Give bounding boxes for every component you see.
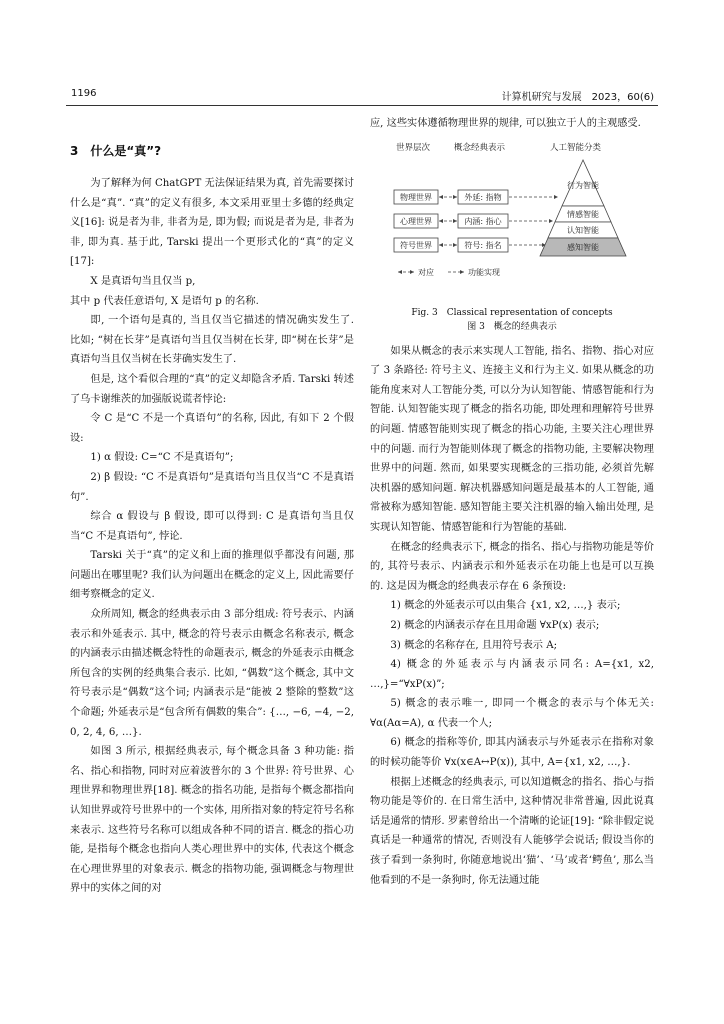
legend-function: 功能实现	[468, 267, 500, 277]
figure-caption-en: Fig. 3 Classical representation of concepts	[411, 307, 613, 318]
header-representation: 概念经典表示	[454, 142, 506, 153]
paragraph: Tarski 关于“真”的定义和上面的推理似乎都没有问题, 那问题出在哪里呢? 我们认为问题出在概念的定义上, 因此需要仔细考察概念的定义.	[70, 550, 354, 601]
list-item: 1) 概念的外延表示可以由集合 {x1, x2, …,} 表示;	[390, 600, 621, 612]
list-item: 5) 概念的表示唯一, 即同一个概念的表示与个体无关: ∀α(Aα=A), α 代表一个人;	[370, 698, 654, 729]
list-item: 1) α 假设: C=“C 不是真语句”;	[90, 452, 234, 464]
header-rule	[66, 105, 658, 106]
page-number: 1196	[71, 88, 97, 99]
header-world-level: 世界层次	[396, 142, 431, 153]
paragraph: 为了解释为何 ChatGPT 无法保证结果为真, 首先需要探讨什么是“真”. “真”的定义有很多, 本文采用亚里士多德的经典定义[16]: 说是者为非, 非者为是, 即为假; 而说是者为是, 非者为非, 即为真. 基于此, Tarski 提出一个更形式化的“真”的定义[17]:	[70, 178, 354, 268]
paragraph: 如图 3 所示, 根据经典表示, 每个概念具备 3 种功能: 指名、指心和指物, 同时对应着波普尔的 3 个世界: 符号世界、心理世界和物理世界[18]. 概念的指名功能, 是指每个概念都指向认知世界或符号世界中的一个实体, 用所指对象的特定符号名称来表示. 这些符号名称可以组成各种不同的语言. 概念的指心功能, 是指每个概念也指向人类心理世界中的实体, 代表这个概念在心理世界里的对象表示. 概念的指物功能, 强调概念与物理世界中的实体之间的对	[70, 746, 354, 895]
paragraph: 如果从概念的表示来实现人工智能, 指名、指物、指心对应了 3 条路径: 符号主义、连接主义和行为主义. 如果从概念的功能角度来对人工智能分类, 可以分为认知智能、情感智能和行为智能. 认知智能实现了概念的指名功能, 即处理和理解符号世界的问题. 情感智能则实现了概念的指心功能, 主要关注心理世界中的问题. 而行为智能则体现了概念的指物功能, 主要解决物理世界中的问题. 然而, 如果要实现概念的三指功能, 必须首先解决机器的感知问题. 解决机器感知问题是最基本的人工智能, 通常被称为感知智能. 感知智能主要关注机器的输入输出处理, 是实现认知智能、情感智能和行为智能的基础.	[370, 345, 654, 533]
list-item: 3) 概念的名称存在, 且用符号表示 A;	[390, 639, 558, 651]
left-column	[70, 138, 354, 899]
paragraph: 令 C 是“C 不是一个真语句”的名称, 因此, 有如下 2 个假设:	[70, 413, 354, 444]
world-mental: 心理世界	[400, 216, 432, 226]
paragraph: 众所周知, 概念的经典表示由 3 部分组成: 符号表示、内涵表示和外延表示. 其中, 概念的符号表示由概念名称表示, 概念的内涵表示由描述概念特性的命题表示, 概念的外延表示由概念所包含的实例的经典集合表示. 比如, “偶数”这个概念, 其中文符号表示是“偶数”这个词; 内涵表示是“能被 2 整除的整数”这个命题; 外延表示是“包含所有偶数的集合”: {…, −6, −4, −2, 0, 2, 4, 6, …}.	[70, 609, 354, 738]
paragraph: 根据上述概念的经典表示, 可以知道概念的指名、指心与指物功能是等价的. 在日常生活中, 这种情况非常普遍, 因此说真话是通常的情形. 罗素曾给出一个清晰的论证[19]: “除非假定说真话是一种通常的情况, 否则没有人能够学会说话; 假设当你的孩子看到一条狗时, 你随意地说出‘猫’、‘马’或者‘鳄鱼’, 那么当他看到的不是一条狗时, 你无法通过能	[370, 776, 654, 886]
paragraph: 在概念的经典表示下, 概念的指名、指心与指物功能是等价的, 其符号表示、内涵表示和外延表示在功能上也是可以互换的. 这是因为概念的经典表示存在 6 条预设:	[370, 541, 654, 592]
paragraph: 综合 α 假设与 β 假设, 即可以得到: C 是真语句当且仅当“C 不是真语句”, 悖论.	[70, 511, 354, 542]
pyramid-emotion-intelligence: 情感智能	[567, 209, 599, 219]
paragraph: 即, 一个语句是真的, 当且仅当它描述的情况确实发生了. 比如; “树在长芽”是真语句当且仅当树在长芽, 即“树在长芽”是真语句当且仅当树在长芽确实发生了.	[70, 315, 354, 366]
list-item: 2) 概念的内涵表示存在且用命题 ∀xP(x) 表示;	[390, 619, 600, 631]
right-column	[370, 114, 654, 890]
list-item: 4) 概念的外延表示与内涵表示同名: A={x1, x2, …,}=“∀xP(x)”;	[370, 659, 654, 690]
list-item: 6) 概念的指称等价, 即其内涵表示与外延表示在指称对象的时候功能等价 ∀x(x∈A↔P(x)), 其中, A={x1, x2, …,}.	[370, 737, 654, 769]
pyramid-behavior-intelligence: 行为智能	[567, 180, 599, 190]
world-physical: 物理世界	[400, 192, 432, 202]
section-title: 3 什么是“真”?	[70, 144, 162, 158]
rep-extension: 外延: 指物	[464, 192, 502, 202]
rep-intension: 内涵: 指心	[464, 216, 502, 226]
paragraph: 其中 p 代表任意语句, X 是语句 p 的名称.	[70, 295, 259, 307]
figure-3	[370, 138, 654, 300]
pyramid-cognitive-intelligence: 认知智能	[567, 225, 599, 235]
list-item: 2) β 假设: “C 不是真语句”是真语句当且仅当“C 不是真语句”.	[70, 471, 354, 503]
legend-correspond: 对应	[418, 267, 434, 277]
world-symbolic: 符号世界	[400, 240, 432, 250]
figure-caption-zh: 图 3 概念的经典表示	[467, 321, 557, 332]
header-ai-category: 人工智能分类	[550, 142, 602, 153]
paragraph: 但是, 这个看似合理的“真”的定义却隐含矛盾. Tarski 转述了乌卡谢维茨的加强版说谎者悖论:	[70, 373, 354, 405]
pyramid-perceptual-intelligence: 感知智能	[567, 242, 599, 252]
journal-header: 计算机研究与发展 2023，60(6)	[501, 92, 654, 103]
rep-symbol: 符号: 指名	[464, 240, 502, 250]
formula-line: X 是真语句当且仅当 p,	[90, 275, 196, 287]
paragraph: 应, 这些实体遵循物理世界的规律, 可以独立于人的主观感受.	[370, 118, 641, 129]
